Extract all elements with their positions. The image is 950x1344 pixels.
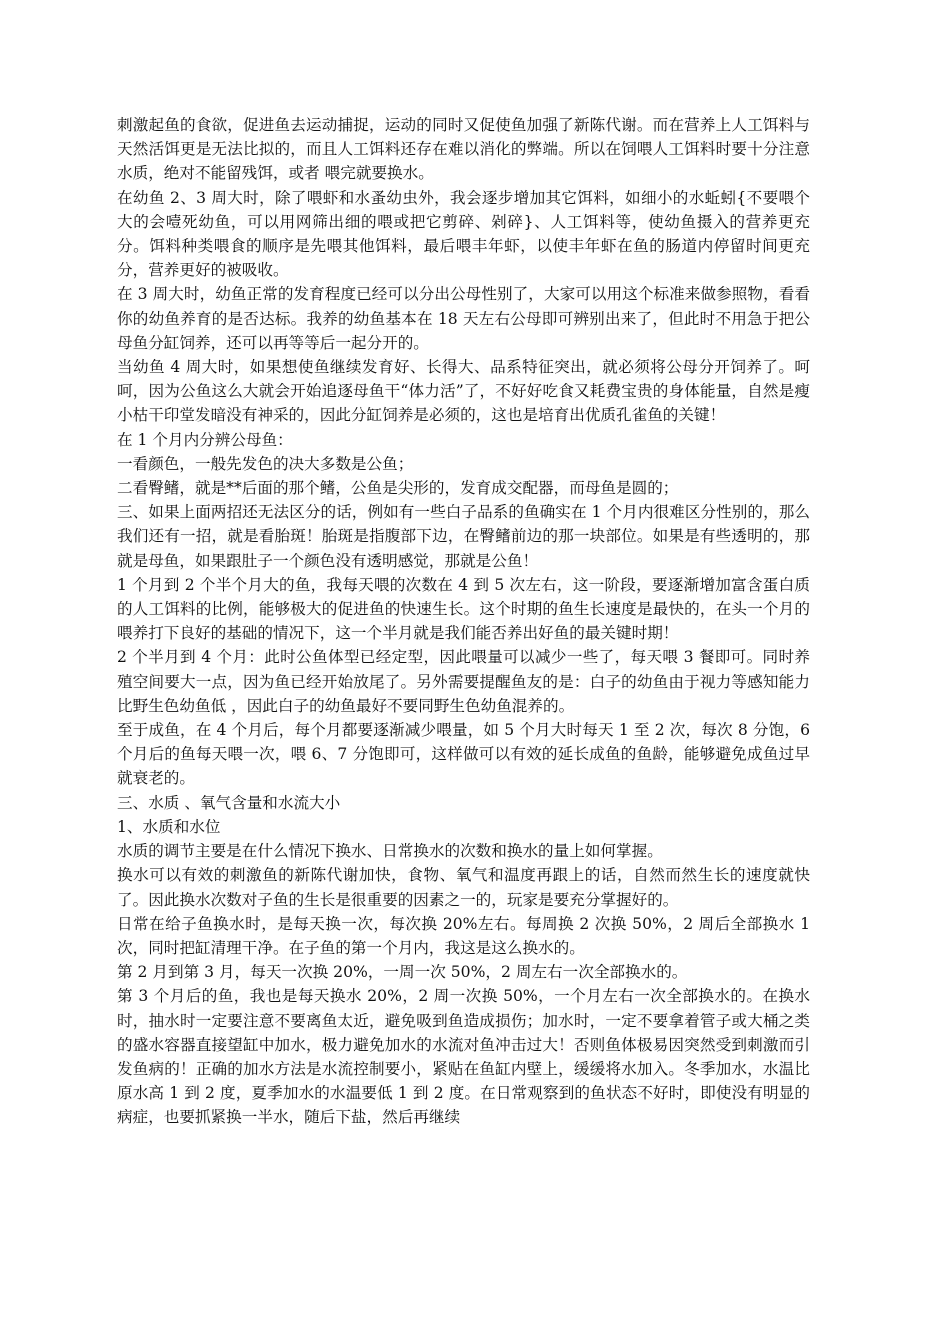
paragraph-month-2-3-change: 第 2 月到第 3 月，每天一次换 20%，一周一次 50%，2 周左右一次全部换水的。 xyxy=(117,963,688,982)
paragraph-sexing-heading: 在 1 个月内分辨公母鱼： xyxy=(117,430,293,449)
paragraph-adult-fish: 至于成鱼，在 4 个月后，每个月都要逐渐减少喂量，如 5 个月大时每天 1 至 2 次，每次 8 分饱，6 个月后的鱼每天喂一次，喂 6、7 分饱即可，这样做可以有效的延长成鱼的鱼龄，能够避免成鱼过早就衰老的。 xyxy=(117,721,810,788)
paragraph-week-4: 当幼鱼 4 周大时，如果想使鱼继续发育好、长得大、品系特征突出，就必须将公母分开饲养了。呵呵，因为公鱼这么大就会开始追逐母鱼干“体力活”了，不好好吃食又耗费宝贵的身体能量，自然是瘦小枯干印堂发暗没有神采的，因此分缸饲养是必须的，这也是培育出优质孔雀鱼的关键！ xyxy=(117,358,810,425)
paragraph-sexing-fin: 二看臀鳍，就是**后面的那个鳍，公鱼是尖形的，发育成交配器，而母鱼是圆的； xyxy=(117,479,679,498)
paragraph-month-3-change: 第 3 个月后的鱼，我也是每天换水 20%，2 周一次换 50%，一个月左右一次全部换水的。在换水时，抽水时一定要注意不要离鱼太近，避免吸到鱼造成损伤；加水时，一定不要拿着管子或大桶之类的盛水容器直接望缸中加水，极力避免加水的水流对鱼冲击过大！否则鱼体极易因突然受到刺激而引发鱼病的！正确的加水方法是水流控制要小，紧贴在鱼缸内壁上，缓缓将水加入。冬季加水，水温比原水高 1 到 2 度，夏季加水的水温要低 1 到 2 度。在日常观察到的鱼状态不好时，即使没有明显的病症，也要抓紧换一半水，随后下盐，然后再继续 xyxy=(117,987,810,1127)
paragraph-week-3: 在 3 周大时，幼鱼正常的发育程度已经可以分出公母性别了，大家可以用这个标准来做参照物，看看你的幼鱼养育的是否达标。我养的幼鱼基本在 18 天左右公母即可辨别出来了，但此时不用急于把公母鱼分缸饲养，还可以再等等后一起分开的。 xyxy=(117,285,810,352)
paragraph-water-adjust: 水质的调节主要是在什么情况下换水、日常换水的次数和换水的量上如何掌握。 xyxy=(117,842,663,861)
paragraph-month-2-4: 2 个半月到 4 个月：此时公鱼体型已经定型，因此喂量可以减少一些了，每天喂 3 餐即可。同时养殖空间要大一点，因为鱼已经开始放尾了。另外需要提醒鱼友的是：白子的幼鱼由于视力等感知能力比野生色幼鱼低 ，因此白子的幼鱼最好不要同野生色幼鱼混养的。 xyxy=(117,648,810,715)
paragraph-month-1-2: 1 个月到 2 个半个月大的鱼，我每天喂的次数在 4 到 5 次左右，这一阶段，要逐渐增加富含蛋白质的人工饵料的比例，能够极大的促进鱼的快速生长。这个时期的鱼生长速度是最快的，在头一个月的喂养打下良好的基础的情况下，这一个半月就是我们能否养出好鱼的最关键时期！ xyxy=(117,575,810,643)
document-body xyxy=(117,113,810,1130)
subsection-heading-water-quality: 1、水质和水位 xyxy=(117,817,221,836)
paragraph-sexing-color: 一看颜色，一般先发色的决大多数是公鱼； xyxy=(117,454,414,473)
paragraph-daily-change: 日常在给子鱼换水时，是每天换一次，每次换 20%左右。每周换 2 次换 50%，2 周后全部换水 1 次，同时把缸清理干净。在子鱼的第一个月内，我这是这么换水的。 xyxy=(117,914,810,957)
section-heading-water: 三、水质 、氧气含量和水流大小 xyxy=(117,793,341,812)
paragraph-sexing-gravid-spot: 三、如果上面两招还无法区分的话，例如有一些白子品系的鱼确实在 1 个月内很难区分性别的，那么我们还有一招，就是看胎斑！胎斑是指腹部下边，在臀鳍前边的那一块部位。如果是有些透明的，那就是母鱼，如果跟肚子一个颜色没有透明感觉，那就是公鱼！ xyxy=(117,503,810,570)
paragraph-water-change-benefit: 换水可以有效的刺激鱼的新陈代谢加快，食物、氧气和温度再跟上的话，自然而然生长的速度就快了。因此换水次数对子鱼的生长是很重要的因素之一的，玩家是要充分掌握好的。 xyxy=(117,866,810,909)
paragraph-feeding-intro: 刺激起鱼的食欲，促进鱼去运动捕捉，运动的同时又促使鱼加强了新陈代谢。而在营养上人工饵料与天然活饵更是无法比拟的，而且人工饵料还存在难以消化的弊端。所以在饲喂人工饵料时要十分注意水质，绝对不能留残饵，或者 喂完就要换水。 xyxy=(117,116,810,183)
paragraph-week-2-3: 在幼鱼 2、3 周大时，除了喂虾和水蚤幼虫外，我会逐步增加其它饵料，如细小的水蚯蚓{不要喂个大的会噎死幼鱼，可以用网筛出细的喂或把它剪碎、剁碎}、人工饵料等，使幼鱼摄入的营养更充分。饵料种类喂食的顺序是先喂其他饵料，最后喂丰年虾，以使丰年虾在鱼的肠道内停留时间更充分，营养更好的被吸收。 xyxy=(117,188,810,280)
